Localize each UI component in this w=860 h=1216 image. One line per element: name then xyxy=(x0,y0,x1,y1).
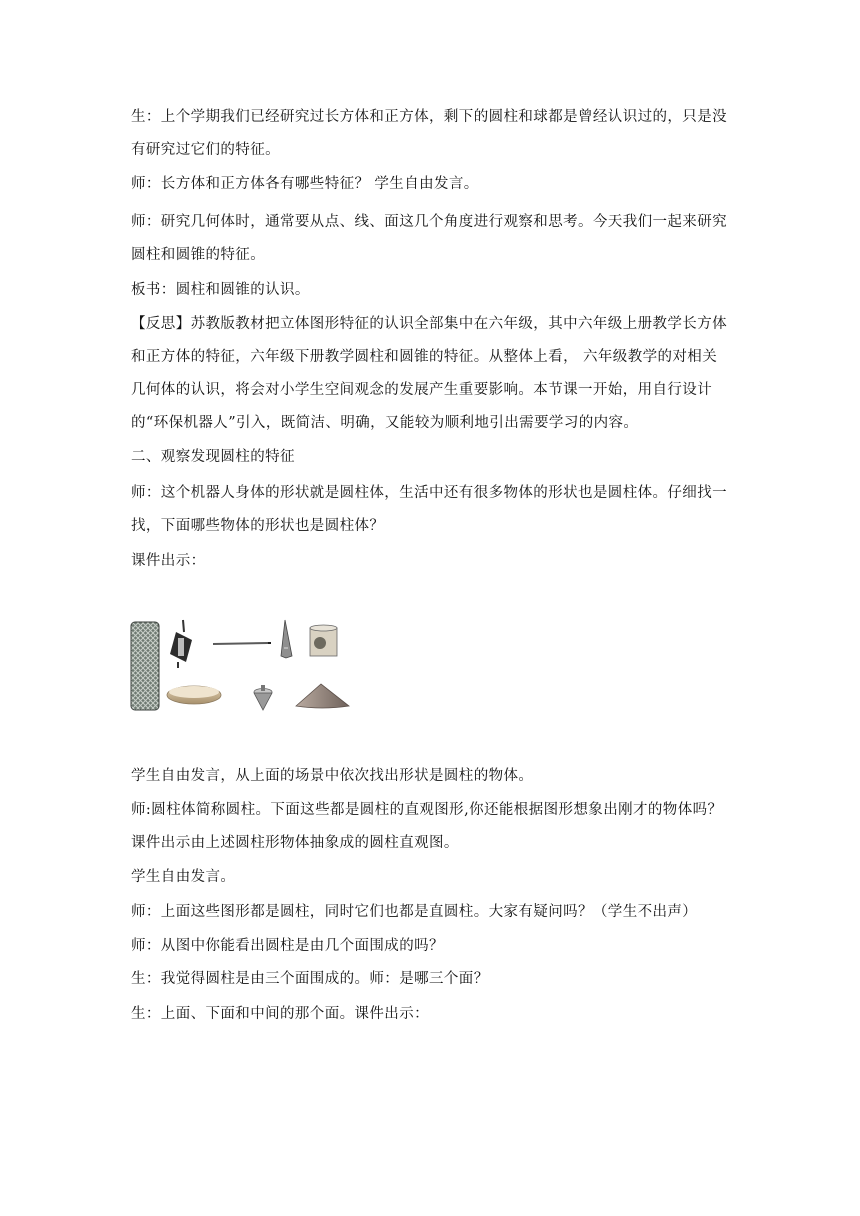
paragraph-10: 师:圆柱体简称圆柱。下面这些都是圆柱的直观图形,你还能根据图形想象出刚才的物体吗？ xyxy=(131,802,723,818)
spool-object xyxy=(170,620,192,668)
wide-cone-object xyxy=(296,684,349,708)
tall-cone-object xyxy=(281,620,292,658)
paragraph-1: 生：上个学期我们已经研究过长方体和正方体，剩下的圆柱和球都是曾经认识过的，只是没有研究过它们的特征。 xyxy=(131,109,727,158)
spinning-top-object xyxy=(254,685,272,710)
tall-cylinder-object xyxy=(131,622,159,710)
paragraph-13: 师：上面这些图形都是圆柱，同时它们也都是直圆柱。大家有疑问吗？（学生不出声） xyxy=(131,904,698,920)
pencil-object xyxy=(213,643,271,644)
paragraph-12: 学生自由发言。 xyxy=(131,869,236,885)
paragraph-8: 课件出示： xyxy=(131,553,206,569)
paragraph-14: 师：从图中你能看出圆柱是由几个面围成的吗？ xyxy=(131,938,444,954)
objects-figure xyxy=(128,618,352,714)
can-object xyxy=(310,625,337,656)
paragraph-6: 二、观察发现圆柱的特征 xyxy=(131,449,295,465)
paragraph-5: 【反思】苏教版教材把立体图形特征的认识全部集中在六年级，其中六年级上册教学长方体和正方体的特征，六年级下册教学圆柱和圆锥的特征。从整体上看， 六年级教学的对相关几何体的认识，将会对小学生空间观念的发展产生重要影响。本节课一开始，用自行设计的“环保机器人”引入，既简洁、明确，又能较为顺利地引出需要学习的内容。 xyxy=(131,316,727,431)
paragraph-4: 板书：圆柱和圆锥的认识。 xyxy=(131,282,310,298)
disc-object xyxy=(167,686,221,704)
paragraph-11: 课件出示由上述圆柱形物体抽象成的圆柱直观图。 xyxy=(131,835,459,851)
paragraph-2: 师：长方体和正方体各有哪些特征？ 学生自由发言。 xyxy=(131,176,479,192)
paragraph-16: 生：上面、下面和中间的那个面。课件出示： xyxy=(131,1006,429,1022)
paragraph-3: 师：研究几何体时，通常要从点、线、面这几个角度进行观察和思考。今天我们一起来研究圆柱和圆锥的特征。 xyxy=(131,214,727,263)
paragraph-9: 学生自由发言，从上面的场景中依次找出形状是圆柱的物体。 xyxy=(131,768,534,784)
paragraph-7: 师：这个机器人身体的形状就是圆柱体，生活中还有很多物体的形状也是圆柱体。仔细找一找，下面哪些物体的形状也是圆柱体？ xyxy=(131,485,727,534)
paragraph-15: 生：我觉得圆柱是由三个面围成的。师：是哪三个面？ xyxy=(131,971,489,987)
